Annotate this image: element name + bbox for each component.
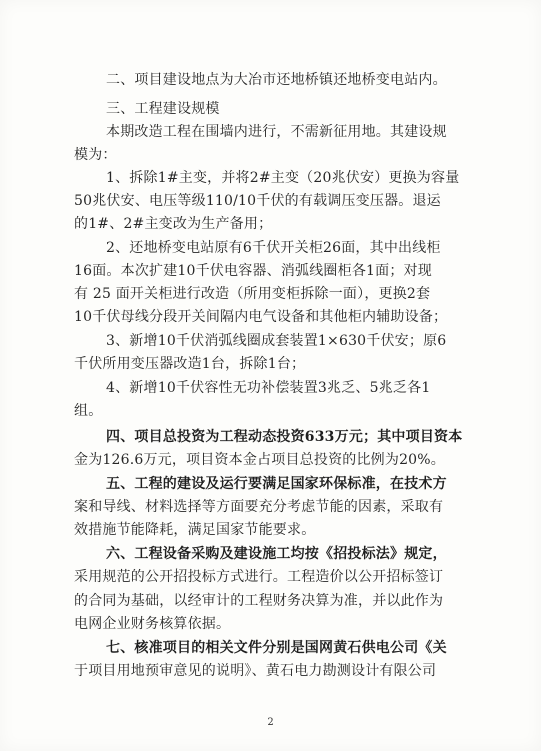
text-line-8: 2、还地桥变电站原有6千伏开关柜26面，其中出线柜 [106, 240, 441, 256]
text-line-20: 效措施节能降耗，满足国家节能要求。 [74, 522, 316, 538]
text-line-26: 于项目用地预审意见的说明》、黄石电力勘测设计有限公司 [74, 663, 437, 679]
section-heading-4: 四、项目总投资为工程动态投资633万元；其中项目资本 [106, 429, 463, 445]
text-line-1: 二、项目建设地点为大冶市还地桥镇还地桥变电站内。 [106, 72, 447, 88]
text-line-23: 的合同为基础，以经审计的工程财务决算为准，并以此作为 [74, 593, 444, 609]
text-line-13: 千伏所用变压器改造1台，拆除1台； [74, 356, 306, 372]
section-heading-7: 七、核准项目的相关文件分别是国网黄石供电公司《关 [106, 640, 447, 656]
section-heading-3: 三、工程建设规模 [106, 101, 220, 117]
text-line-15: 组。 [74, 403, 103, 419]
text-line-17: 金为126.6万元，项目资本金占项目总投资的比例为20%。 [74, 452, 445, 468]
text-line-5: 1、拆除1#主变，并将2#主变（20兆伏安）更换为容量 [106, 170, 460, 186]
section-heading-5: 五、工程的建设及运行要满足国家环保标准，在技术方 [106, 476, 447, 492]
text-line-10: 有 25 面开关柜进行改造（所用变柜拆除一面），更换2套 [74, 286, 431, 302]
text-line-7: 的1#、2#主变改为生产备用； [74, 216, 273, 232]
text-line-22: 采用规范的公开招投标方式进行。工程造价以公开招标签订 [74, 569, 444, 585]
section-heading-6: 六、工程设备采购及建设施工均按《招投标法》规定， [106, 546, 447, 562]
text-line-11: 10千伏母线分段开关间隔内电气设备和其他柜内辅助设备； [74, 309, 448, 325]
text-line-19: 案和导线、材料选择等方面要充分考虑节能的因素，采取有 [74, 499, 444, 515]
text-line-24: 电网企业财务核算依据。 [74, 616, 231, 632]
text-line-9: 16面。本次扩建10千伏电容器、消弧线圈柜各1面；对现 [74, 263, 432, 279]
text-line-12: 3、新增10千伏消弧线圈成套装置1×630千伏安；原6 [106, 333, 447, 349]
text-line-4: 模为： [74, 147, 117, 163]
text-line-14: 4、新增10千伏容性无功补偿装置3兆乏、5兆乏各1 [106, 380, 431, 396]
text-line-6: 50兆伏安、电压等级110/10千伏的有载调压变压器。退运 [74, 193, 441, 209]
page-number: 2 [267, 717, 274, 728]
text-line-3: 本期改造工程在围墙内进行，不需新征用地。其建设规 [106, 124, 447, 140]
